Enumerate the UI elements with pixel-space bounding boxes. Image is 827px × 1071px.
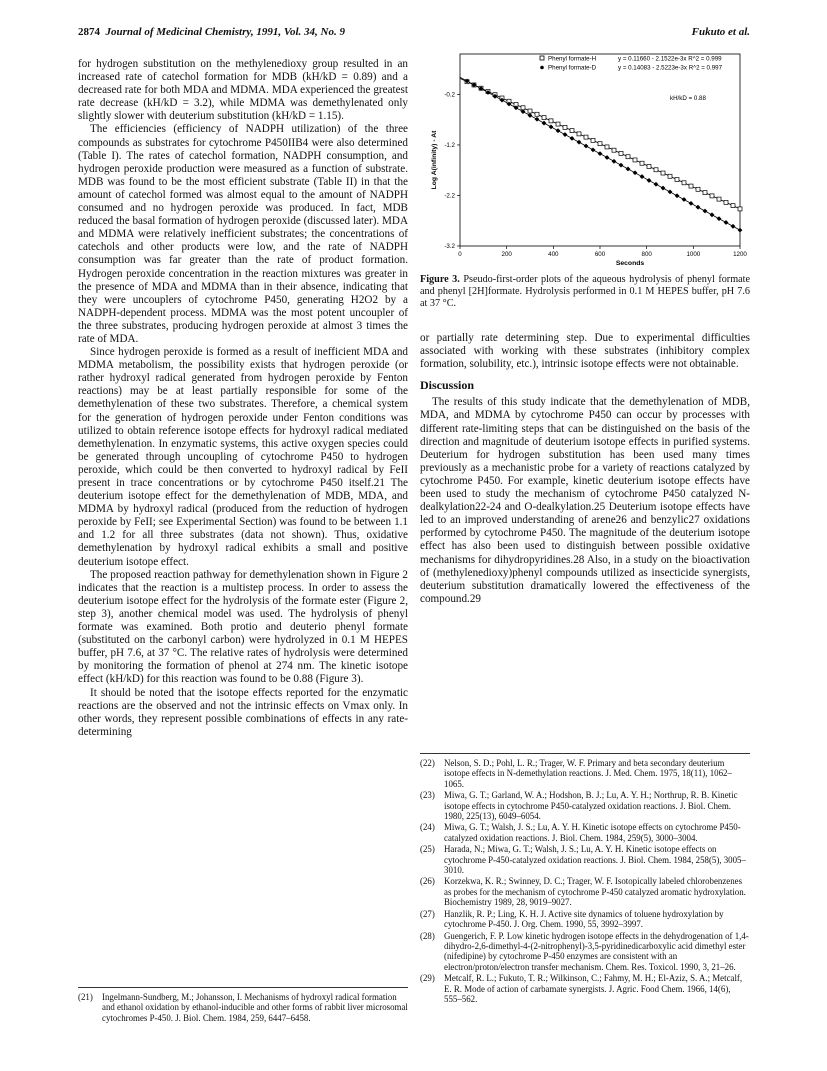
x-tick-label: 400: [548, 251, 559, 258]
reference-text: Nelson, S. D.; Pohl, L. R.; Trager, W. F. Primary and beta secondary deuterium isotope effects in N-demethylation reactions. J. Med. Chem. 1975, 18(11), 1062–1065.: [444, 758, 732, 789]
data-point: [535, 117, 540, 122]
reference-number: (22): [420, 758, 435, 768]
reference-number: (26): [420, 876, 435, 887]
data-point: [549, 119, 553, 123]
data-point: [682, 181, 686, 185]
data-point: [717, 197, 721, 201]
legend-label-d: Phenyl formate-D: [548, 64, 597, 72]
data-point: [640, 174, 645, 179]
legend: [540, 56, 723, 72]
reference-item: [420, 909, 750, 930]
reference-item: [420, 876, 750, 907]
data-point: [563, 125, 567, 129]
data-point: [605, 155, 610, 160]
reference-number: (25): [420, 844, 435, 855]
legend-label-h: Phenyl formate-H: [548, 55, 597, 63]
data-point: [605, 145, 609, 149]
data-point: [528, 109, 532, 113]
data-point: [668, 174, 672, 178]
data-point: [598, 142, 602, 146]
data-point: [738, 207, 742, 211]
data-point: [577, 140, 582, 145]
data-point: [591, 147, 596, 152]
data-point: [703, 209, 708, 214]
plot-frame: [460, 54, 740, 246]
data-point: [556, 122, 560, 126]
data-point: [696, 187, 700, 191]
data-point: [738, 228, 743, 233]
right-column: [420, 332, 750, 606]
figure-caption-text: Pseudo-first-order plots of the aqueous hydrolysis of phenyl formate and phenyl [2H]formate. Hydrolysis performed in 0.1 M HEPES buffer, pH 7.6 at 37 °C.: [420, 274, 750, 309]
data-point: [724, 200, 728, 204]
figure-caption: [420, 274, 750, 310]
running-head-left: [78, 26, 345, 38]
isotope-effect-annotation: kH/kD = 0.88: [670, 95, 706, 102]
data-point: [626, 155, 630, 159]
paragraph: It should be noted that the isotope effects reported for the enzymatic reactions are the observed and not the intrinsic effects on Vmax only. In other words, they represent possible combinations of effects in any rate-determining: [78, 686, 408, 738]
reference-text: Korzekwa, K. R.; Swinney, D. C.; Trager, W. F. Isotopically labeled chlorobenzenes as probes for the mechanism of cytochrome P-450 catalyzed aromatic hydroxylation. Biochemistry 1989, 28, 9019–9027.: [444, 876, 746, 908]
data-point: [696, 205, 701, 210]
data-point: [535, 112, 539, 116]
x-tick-label: 0: [458, 251, 462, 258]
reference-item: [420, 973, 750, 1004]
data-point: [521, 106, 525, 110]
data-point: [549, 125, 554, 130]
footnote-references-left: [78, 987, 408, 1024]
data-point: [591, 138, 595, 142]
legend-marker-h: [540, 56, 544, 60]
data-point: [710, 212, 715, 217]
data-point: [731, 224, 736, 229]
x-tick-label: 800: [641, 251, 652, 258]
paragraph: or partially rate determining step. Due to experimental difficulties associated with working with these substrates (inhibitory complex formation, solubility, etc.), intrinsic isotope effects were not obtainable.: [420, 332, 750, 371]
data-point: [528, 113, 533, 118]
data-point: [661, 171, 665, 175]
data-point: [570, 136, 575, 141]
legend-equation-h: y = 0.11660 - 2.1522e-3x R^2 = 0.999: [618, 55, 722, 63]
reference-text: Metcalf, R. L.; Fukuto, T. R.; Wilkinson, C.; Fahmy, M. H.; El-Aziz, S. A.; Metcalf, E. R. Mode of action of carbamate synergists. J. Agric. Food Chem. 1966, 14(6), 555–562.: [444, 973, 743, 1004]
reference-text: Guengerich, F. P. Low kinetic hydrogen isotope effects in the dehydrogenation of 1,4-dihydro-2,6-dimethyl-4-(2-nitrophenyl)-3,5-pyridinedicarboxylic acid dimethyl ester (nifedipine) by cytochrome P-450 enzymes are consistent with an electron/proton/electron transfer mechanism. Chem. Res. Toxicol. 1990, 3, 21–26.: [444, 930, 749, 972]
reference-text: Harada, N.; Miwa, G. T.; Walsh, J. S.; Lu, A. Y. H. Kinetic isotope effects on cytochrome P-450-catalyzed oxidation reactions. J. Biol. Chem. 1984, 258(5), 3005–3010.: [444, 844, 746, 876]
data-point: [703, 191, 707, 195]
reference-text: Miwa, G. T.; Walsh, J. S.; Lu, A. Y. H. Kinetic isotope effects on cytochrome P450-catalyzed oxidation reactions. J. Biol. Chem. 1984, 259(5), 3000–3004.: [444, 822, 741, 843]
reference-number: (29): [420, 973, 435, 984]
x-tick-label: 1200: [733, 251, 747, 258]
data-point: [640, 161, 644, 165]
reference-number: (28): [420, 930, 435, 941]
data-point: [598, 151, 603, 156]
y-tick-label: -3.2: [444, 243, 455, 250]
data-point: [563, 132, 568, 137]
data-point: [542, 121, 547, 126]
footnote-references-right: [420, 753, 750, 1005]
data-point: [647, 164, 651, 168]
left-column: [78, 58, 408, 739]
x-axis-label: Seconds: [615, 260, 645, 267]
section-heading-discussion: Discussion: [420, 378, 475, 393]
data-point: [668, 189, 673, 194]
legend-equation-d: y = 0.14083 - 2.5223e-3x R^2 = 0.997: [618, 64, 723, 72]
reference-text: Miwa, G. T.; Garland, W. A.; Hodshon, B. J.; Lu, A. Y. H.; Northrup, R. B. Kinetic isotope effects in cytochrome P450-catalyzed oxidation reactions. J. Biol. Chem. 1980, 225(13), 6049–6054.: [444, 790, 738, 822]
reference-item: [420, 822, 750, 843]
page-number: 2874: [78, 26, 100, 38]
data-point: [626, 167, 631, 172]
y-tick-label: -0.2: [444, 91, 455, 99]
y-tick-label: -2.2: [444, 192, 455, 200]
reference-item: [420, 844, 750, 875]
reference-number: (23): [420, 790, 435, 801]
journal-citation: Journal of Medicinal Chemistry, 1991, Vol. 34, No. 9: [105, 26, 345, 38]
reference-item: [420, 790, 750, 821]
data-point: [619, 151, 623, 155]
data-point: [619, 163, 624, 168]
running-head-authors: Fukuto et al.: [691, 26, 750, 38]
paragraph: The efficiencies (efficiency of NADPH utilization) of the three compounds as substrates for cytochrome P450IIB4 were also determined (Table I). The rates of catechol formation, NADPH consumption, and hydrogen peroxide production were measured as a function of substrate. MDB was found to be the most efficient substrate (Table II) in that the amount of catechol formed was almost equal to the amount of NADPH consumed and no hydrogen peroxide was produced. In fact, MDB reduced the basal formation of hydrogen peroxide (discussed later). MDA and MDMA were relatively inefficient substrates; the concentrations of catechols and other products were low, and the rate of NADPH consumption was far greater than the rate of product formation. Hydrogen peroxide concentration in the reaction mixtures was greater in the presence of MDA and MDMA than in their absence, indicating that they were uncouplers of cytochrome P450, generating H2O2 by a NADPH-dependent process. MDMA was the most potent uncoupler of the three substrates, producing hydrogen peroxide at almost 3 times the rate of MDA.: [78, 123, 408, 345]
x-tick-label: 600: [594, 251, 606, 258]
reference-text: Hanzlik, R. P.; Ling, K. H. J. Active site dynamics of toluene hydroxylation by cytochrome P-450. J. Org. Chem. 1990, 55, 3992–3997.: [444, 908, 724, 930]
y-axis-label: Log A(infinity) - At: [431, 130, 438, 190]
reference-number: (27): [420, 908, 435, 919]
data-point: [689, 184, 693, 188]
data-point: [682, 197, 687, 202]
data-point: [654, 182, 659, 187]
y-tick-label: -1.2: [444, 141, 455, 149]
reference-item: [78, 992, 408, 1023]
data-point: [731, 204, 735, 208]
reference-number: (21): [78, 992, 93, 1002]
data-point: [661, 186, 666, 191]
axis-ticks: [444, 91, 747, 258]
paragraph: The results of this study indicate that the demethylenation of MDB, MDA, and MDMA by cytochrome P450 can occur by processes with different rate-limiting steps that can be distinguished on the basis of the direction and magnitude of deuterium isotope effects in purified systems. Deuterium for hydrogen substitution has been used many times previously as a mechanistic probe for a variety of reactions catalyzed by cytochrome P450. For example, kinetic deuterium isotope effects have been used to study the mechanism of cytochrome P450 catalyzed N-dealkylation22-24 and O-dealkylation.25 Deuterium isotope effects have led to an improved understanding of arene26 and benzylic27 oxidations performed by cytochrome P450. The magnitude of the deuterium isotope effect has also been used to distinguish between possible oxidative mechanisms for dihydropyridines.28 Also, in a study on the bioactivation of (methylenedioxy)phenyl compounds utilized as insecticide synergists, deuterium substitution dramatically lowered the effectiveness of the compound.29: [420, 396, 750, 605]
legend-marker-d: [540, 66, 544, 70]
data-point: [710, 194, 714, 198]
data-point: [570, 129, 574, 133]
data-point: [654, 168, 658, 172]
data-point: [675, 193, 680, 198]
paragraph: Since hydrogen peroxide is formed as a result of inefficient MDA and MDMA metabolism, the possibility exists that hydrogen peroxide (or rather hydroxyl radical generated from hydrogen peroxide by Fenton reactions) may be at least partially responsible for some of the demethylenation of these two substrates. Therefore, a chemical system for the generation of hydrogen peroxide under Fenton conditions was utilized to obtain reference isotope effects for hydroxyl radical mediated demethylenation. In enzymatic systems, this active oxygen species could be generated through uncoupling of cytochrome P450 to hydrogen peroxide, which could be then converted to hydroxyl radical by FeII present in trace concentrations or by cytochrome P450 itself.21 The deuterium isotope effect for the demethylenation of MDB, MDA, and MDMA by hydroxyl radical (produced from the reduction of hydrogen peroxide by FeII; see Experimental Section) was found to be between 1.1 and 1.2 for all three substrates (data not shown). Thus, oxidative demethylenation by hydroxyl radical exhibits a small and positive deuterium isotope effect.: [78, 346, 408, 568]
data-point: [633, 158, 637, 162]
reference-number: (24): [420, 822, 435, 833]
x-tick-label: 200: [501, 251, 512, 258]
figure-3: [420, 48, 750, 268]
data-point: [584, 144, 589, 149]
data-point: [675, 178, 679, 182]
page-header: [78, 26, 750, 44]
plot-border: [460, 54, 740, 246]
data-point: [612, 159, 617, 164]
figure-caption-label: Figure 3.: [420, 274, 460, 285]
paragraph: The proposed reaction pathway for demethylenation shown in Figure 2 indicates that the reaction is a multistep process. In order to assess the deuterium isotope effect for the hydrolysis of the formate ester (Figure 2, step 3), another chemical model was used. The hydrolysis of phenyl formate was examined. Both protio and deuterio phenyl formate (substituted on the carbonyl carbon) were hydrolyzed in 0.1 M HEPES buffer, pH 7.6, at 37 °C. The relative rates of hydrolysis were determined by monitoring the formation of phenol at 274 nm. The kinetic isotope effect (kH/kD) for this reaction was found to be 0.88 (Figure 3).: [78, 568, 408, 686]
data-point: [584, 135, 588, 139]
data-point: [556, 128, 561, 133]
data-point: [577, 132, 581, 136]
reference-item: [420, 931, 750, 973]
reference-item: [420, 758, 750, 789]
data-point: [689, 201, 694, 206]
reference-text: Ingelmann-Sundberg, M.; Johansson, I. Mechanisms of hydroxyl radical formation and ethanol oxidation by ethanol-inducible and other forms of rabbit liver microsomal cytochromes P-450. J. Biol. Chem. 1984, 259, 6447–6458.: [102, 992, 408, 1023]
paragraph: for hydrogen substitution on the methylenedioxy group resulted in an increased rate of catechol formation for MDB (kH/kD = 0.89) and a decreased rate for both MDA and MDMA. MDA experienced the greatest rate decrease (kH/kD = 3.2), while MDMA was demethylenated only slightly slower with deuterium substitution (kH/kD = 1.15).: [78, 58, 408, 123]
data-point: [542, 116, 546, 120]
figure-3-chart: [420, 48, 750, 268]
data-point: [647, 178, 652, 183]
data-point: [717, 216, 722, 221]
data-point: [612, 148, 616, 152]
data-point: [633, 170, 638, 175]
data-point: [724, 220, 729, 225]
x-tick-label: 1000: [686, 251, 701, 258]
